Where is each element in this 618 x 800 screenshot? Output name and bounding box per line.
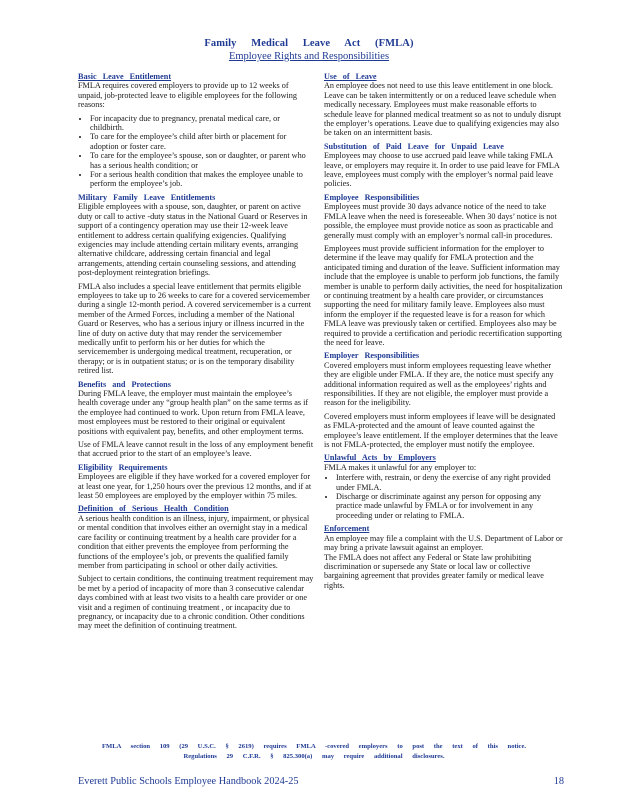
serious-health-text-2: Subject to certain conditions, the continuing treatment requirement may be met by a period of incapacity of more than 3 consecutive calendar days combined with at least two visits to a health care provider or one visit and a regimen of continuing treatment , or incapacity due to pregnancy, or incapacity due to a chronic condition. Other conditions may meet the definition of continuing treatment. [78, 574, 314, 631]
enforcement-heading: Enforcement [324, 524, 370, 534]
enforcement-text-2: The FMLA does not affect any Federal or State law prohibiting discrimination or supersede any State or local law or collective bargaining agreement that provides greater family or medical leave rights. [324, 552, 544, 590]
handbook-title: Everett Public Schools Employee Handbook 2024-25 [78, 776, 299, 787]
enforcement-text-1: An employee may file a complaint with the U.S. Department of Labor or may bring a private lawsuit against an employer. [324, 533, 563, 553]
employer-responsibilities-text-1: Covered employers must inform employees requesting leave whether they are eligible under FMLA. If they are, the notice must specify any additional information required as well as the employees’ rights and responsibilities. If they are not eligible, the employer must provide a reason for the ineligibility. [324, 360, 554, 408]
military-leave-heading: Military Family Leave Entitlements [78, 192, 216, 202]
list-item: • Interfere with, restrain, or deny the exercise of any right provided under FMLA. [336, 473, 564, 492]
benefits-heading: Benefits and Protections [78, 379, 171, 389]
substitution-heading: Substitution of Paid Leave for Unpaid Leave [324, 141, 504, 151]
use-of-leave-text: An employee does not need to use this leave entitlement in one block. Leave can be taken intermittently or on a reduced leave schedule when medically necessary. Employees must make reasonable efforts to schedule leave for planned medical treatment so as not to unduly disrupt the employer’s operations. Leave due to qualifying exigencies may also be taken on an intermittent basis. [324, 81, 562, 138]
basic-entitlement-list [78, 114, 314, 189]
left-column [78, 72, 314, 635]
substitution-section [324, 142, 564, 189]
eligibility-heading: Eligibility Requirements [78, 462, 168, 472]
list-item: • For incapacity due to pregnancy, prenatal medical care, or childbirth. [90, 114, 314, 133]
list-item: • For a serious health condition that makes the employee unable to perform the employee’s job. [90, 170, 314, 189]
unlawful-acts-heading: Unlawful Acts by Employers [324, 453, 436, 463]
page-subtitle: Employee Rights and Responsibilities [228, 51, 390, 62]
unlawful-acts-section [324, 453, 564, 520]
right-column [324, 72, 564, 594]
unlawful-acts-list [324, 473, 564, 520]
posting-footnote [84, 742, 544, 762]
unlawful-acts-text: FMLA makes it unlawful for any employer to: [324, 462, 477, 472]
military-leave-section [78, 193, 314, 376]
employee-responsibilities-text-2: Employees must provide sufficient information for the employer to determine if the leave may qualify for FMLA protection and the anticipated timing and duration of the leave. Sufficient information may include that the employee is unable to perform job functions, the family member is unable to perform daily activities, the need for hospitalization or continuing treatment by a health care provider, or circumstances supporting the need for military family leave. Employees also must inform the employer if the requested leave is for a reason for which FMLA leave was previously taken or certified. Employees also may be required to provide a certification and periodic recertification supporting the need for leave. [324, 243, 563, 347]
serious-health-heading: Definition of Serious Health Condition [78, 504, 229, 514]
eligibility-text: Employees are eligible if they have worked for a covered employer for at least one year, for 1,250 hours over the previous 12 months, and if at least 50 employees are employed by the employer within 75 miles. [78, 472, 312, 501]
list-item: • To care for the employee’s child after birth or placement for adoption or foster care. [90, 132, 314, 151]
serious-health-text-1: A serious health condition is an illness, injury, impairment, or physical or mental condition that involves either an overnight stay in a medical care facility or continuing treatment by a health care provider for a condition that either prevents the employee from performing the functions of the employee’s job, or prevents the qualified family member from participating in school or other daily activities. [78, 513, 310, 570]
basic-entitlement-heading: Basic Leave Entitlement [78, 72, 172, 81]
list-item: • To care for the employee’s spouse, son or daughter, or parent who has a serious health condition; or [90, 151, 314, 170]
list-item: • Discharge or discriminate against any person for opposing any practice made unlawful by FMLA or for involvement in any proceeding under or relating to FMLA. [336, 492, 564, 520]
employer-responsibilities-heading: Employer Responsibilities [324, 351, 420, 361]
use-of-leave-section [324, 72, 564, 138]
basic-entitlement-section [78, 72, 314, 189]
employee-responsibilities-section [324, 193, 564, 348]
eligibility-section [78, 463, 314, 501]
footnote-line-2: Regulations 29 C.F.R. § 825.300(a) may require additional disclosures. [183, 753, 445, 760]
footnote-line-1: FMLA section 109 (29 U.S.C. § 2619) requires FMLA -covered employers to post the text of this notice. [101, 743, 527, 750]
employer-responsibilities-section [324, 351, 564, 449]
benefits-text-2: Use of FMLA leave cannot result in the loss of any employment benefit that accrued prior to the start of an employee’s leave. [78, 440, 314, 459]
page-number: 18 [553, 776, 564, 787]
military-leave-text-1: Eligible employees with a spouse, son, daughter, or parent on active duty or call to active -duty status in the National Guard or Reserves in support of a contingency operation may use their 12-week leave entitlement to address certain qualifying exigencies. Qualifying exigencies may include attending certain military events, arranging alternative childcare, addressing certain financial and legal arrangements, attending certain counseling sessions, and attending post-deployment reintegration briefings. [78, 202, 308, 278]
page-footer [78, 776, 564, 787]
basic-entitlement-text: FMLA requires covered employers to provide up to 12 weeks of unpaid, job-protected leave to eligible employees for the following reasons: [78, 81, 297, 110]
employee-responsibilities-text-1: Employees must provide 30 days advance notice of the need to take FMLA leave when the need is foreseeable. When 30 days’ notice is not possible, the employee must provide notice as soon as practicable and generally must comply with an employer’s normal call-in procedures. [324, 202, 557, 240]
substitution-text: Employees may choose to use accrued paid leave while taking FMLA leave, or employers may require it. In order to use paid leave for FMLA leave, employees must comply with the employer’s normal paid leave policies. [324, 151, 560, 189]
benefits-section [78, 380, 314, 459]
employee-responsibilities-heading: Employee Responsibilities [324, 192, 420, 202]
page-title: Family Medical Leave Act (FMLA) [204, 38, 414, 49]
enforcement-section [324, 524, 564, 590]
military-leave-text-2: FMLA also includes a special leave entitlement that permits eligible employees to take up to 26 weeks to care for a covered servicemember during a single 12-month period. A covered servicemember is a current member of the Armed Forces, including a member of the National Guard or Reserves, who has a serious injury or illness incurred in the line of duty on active duty that may render the servicemember medically unfit to perform his or her duties for which the servicemember is undergoing medical treatment, recuperation, or therapy; or is in outpatient status; or is on the temporary disability retired list. [78, 281, 312, 376]
use-of-leave-heading: Use of Leave [324, 72, 377, 81]
serious-health-section [78, 504, 314, 630]
employer-responsibilities-text-2: Covered employers must inform employees if leave will be designated as FMLA-protected and the amount of leave counted against the employee’s leave entitlement. If the employer determines that the leave is not FMLA-protected, the employer must notify the employee. [324, 411, 558, 450]
benefits-text-1: During FMLA leave, the employer must maintain the employee’s health coverage under any “group health plan” on the same terms as if the employee had continued to work. Upon return from FMLA leave, most employees must be restored to their original or equivalent positions with equivalent pay, benefits, and other employment terms. [78, 389, 309, 436]
